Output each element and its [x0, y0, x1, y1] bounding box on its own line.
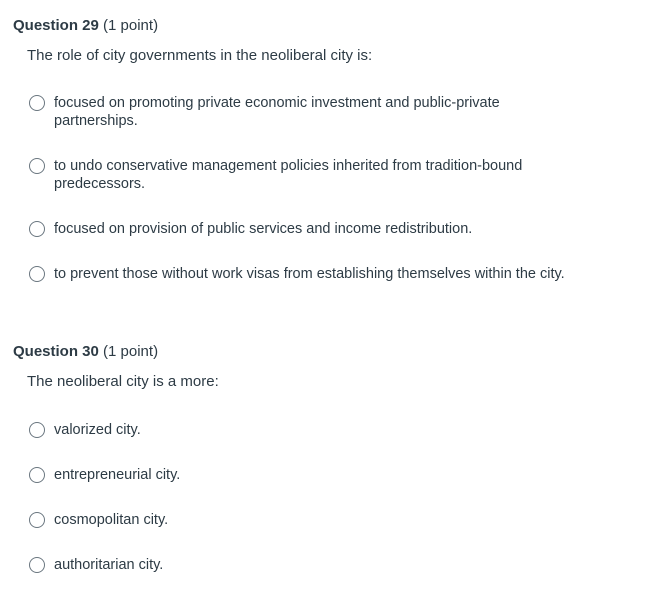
- answer-label[interactable]: entrepreneurial city.: [54, 467, 181, 483]
- question-points: (1 point): [103, 17, 159, 34]
- question-header: [13, 17, 158, 35]
- question-title: Question 30: [13, 343, 99, 360]
- radio-button[interactable]: [29, 467, 45, 483]
- radio-button[interactable]: [29, 422, 45, 438]
- radio-button[interactable]: [29, 95, 45, 111]
- answer-label[interactable]: to prevent those without work visas from establishing themselves within the city.: [54, 266, 565, 282]
- answer-label[interactable]: focused on provision of public services and income redistribution.: [54, 221, 473, 237]
- question-title: Question 29: [13, 17, 99, 34]
- question-points: (1 point): [103, 343, 159, 360]
- question-header: [13, 343, 158, 361]
- answer-label[interactable]: cosmopolitan city.: [54, 512, 169, 528]
- question-prompt: The role of city governments in the neoliberal city is:: [27, 47, 373, 64]
- question-prompt: The neoliberal city is a more:: [27, 373, 219, 390]
- radio-button[interactable]: [29, 221, 45, 237]
- radio-button[interactable]: [29, 557, 45, 573]
- radio-button[interactable]: [29, 266, 45, 282]
- radio-button[interactable]: [29, 158, 45, 174]
- answer-label[interactable]: authoritarian city.: [54, 557, 164, 573]
- answer-label[interactable]: focused on promoting private economic investment and public-private partnerships.: [54, 95, 500, 129]
- answer-label[interactable]: to undo conservative management policies inherited from tradition-bound predecessors.: [54, 158, 523, 192]
- answer-label[interactable]: valorized city.: [54, 422, 141, 438]
- radio-button[interactable]: [29, 512, 45, 528]
